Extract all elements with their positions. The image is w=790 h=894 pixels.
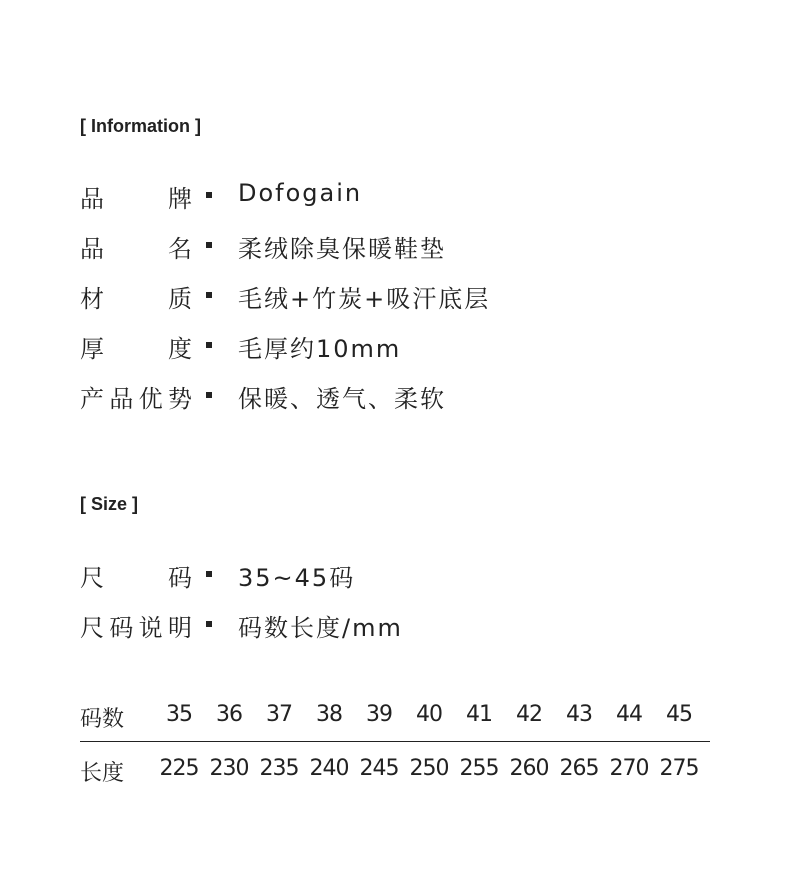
- row-label: [80, 558, 192, 593]
- length-cell: 235: [259, 756, 299, 781]
- row-label: [80, 229, 192, 264]
- row-label-char: 品: [80, 185, 104, 213]
- size-cell: 39: [366, 702, 392, 727]
- bullet-icon: [206, 192, 212, 198]
- length-cell: 260: [509, 756, 549, 781]
- length-table: [80, 754, 710, 790]
- row-label-char: 优: [138, 385, 163, 413]
- information-section-title: [ Information ]: [80, 116, 201, 136]
- row-value: 保暖、透气、柔软: [238, 385, 446, 413]
- size-cell: 37: [266, 702, 292, 727]
- bullet-icon: [206, 571, 212, 577]
- length-cell: 265: [559, 756, 599, 781]
- size-cell: 44: [616, 702, 642, 727]
- row-label-char: 说: [138, 614, 163, 642]
- length-cell: 270: [609, 756, 649, 781]
- size-cell: 35: [166, 702, 192, 727]
- row-value: 码数长度/mm: [238, 614, 403, 642]
- row-label-char: 材: [80, 285, 104, 313]
- row-label: [80, 379, 192, 414]
- bullet-icon: [206, 342, 212, 348]
- row-value: 毛绒+竹炭+吸汗底层: [238, 285, 491, 313]
- row-label-char: 码: [109, 614, 134, 642]
- length-cell: 275: [659, 756, 699, 781]
- row-label: [80, 329, 192, 364]
- row-label-char: 码: [168, 564, 192, 592]
- row-label: [80, 179, 192, 214]
- bullet-icon: [206, 242, 212, 248]
- length-row-label: 长度: [80, 761, 125, 786]
- size-cell: 42: [516, 702, 542, 727]
- row-label: [80, 608, 192, 643]
- row-label-char: 度: [168, 335, 192, 363]
- size-cell: 38: [316, 702, 342, 727]
- table-divider: [80, 741, 710, 742]
- row-label-char: 产: [80, 385, 104, 413]
- bullet-icon: [206, 292, 212, 298]
- row-label-char: 明: [167, 614, 192, 642]
- size-cell: 43: [566, 702, 592, 727]
- length-row: [80, 754, 710, 790]
- size-row-label: 码数: [80, 707, 125, 732]
- row-value: 柔绒除臭保暖鞋垫: [238, 235, 446, 263]
- size-cell: 45: [666, 702, 692, 727]
- bullet-icon: [206, 621, 212, 627]
- length-cell: 255: [459, 756, 499, 781]
- length-cell: 240: [309, 756, 349, 781]
- row-value: 毛厚约10mm: [238, 335, 402, 363]
- bullet-icon: [206, 392, 212, 398]
- length-cell: 230: [209, 756, 249, 781]
- size-table: [80, 700, 710, 736]
- size-section-title: [ Size ]: [80, 494, 139, 514]
- row-label-char: 尺: [80, 614, 104, 642]
- row-label-char: 尺: [80, 564, 104, 592]
- length-cell: 250: [409, 756, 449, 781]
- row-label-char: 品: [80, 235, 104, 263]
- row-label: [80, 279, 192, 314]
- row-value: 35~45码: [238, 564, 356, 592]
- size-cell: 41: [466, 702, 492, 727]
- row-label-char: 品: [109, 385, 134, 413]
- size-cell: 36: [216, 702, 242, 727]
- size-cell: 40: [416, 702, 442, 727]
- row-label-char: 牌: [168, 185, 192, 213]
- row-value: Dofogain: [238, 179, 363, 207]
- row-label-char: 厚: [80, 335, 104, 363]
- row-label-char: 名: [168, 235, 192, 263]
- size-row: [80, 700, 710, 736]
- length-cell: 245: [359, 756, 399, 781]
- length-cell: 225: [159, 756, 199, 781]
- row-label-char: 质: [168, 285, 192, 313]
- row-label-char: 势: [167, 385, 192, 413]
